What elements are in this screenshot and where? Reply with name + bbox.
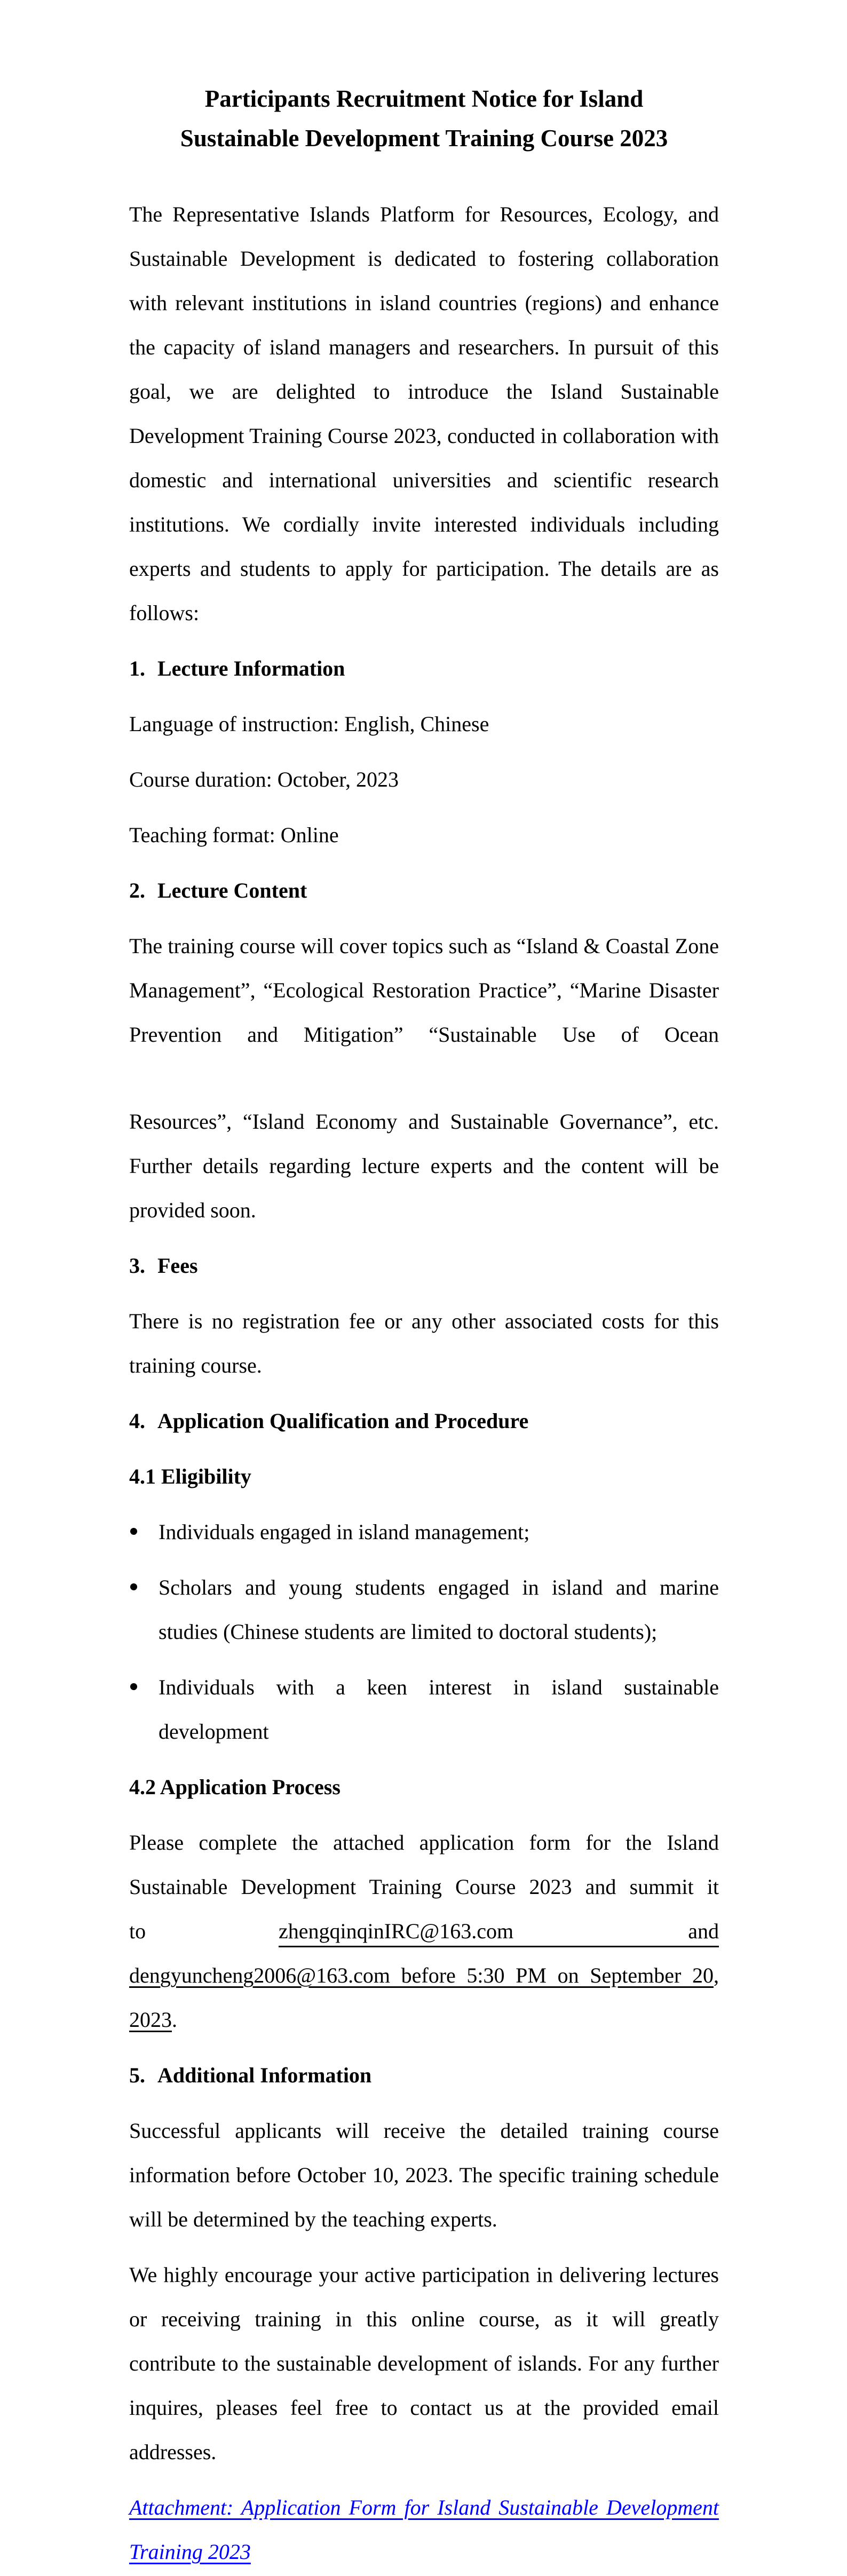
additional-info-paragraph-1: Successful applicants will receive the detailed training course information before October 10, 2023. The specific training schedule will be determined by the teaching experts. xyxy=(129,2119,719,2231)
subsection-heading-application-process: 4.2 Application Process xyxy=(129,1775,341,1799)
page-title xyxy=(129,0,719,158)
section-number: 5. xyxy=(129,2063,145,2087)
lecture-content-paragraph-part2: Resources”, “Island Economy and Sustainable Governance”, etc. Further details regarding lecture experts and the content will be provided soon. xyxy=(129,1109,719,1222)
bullet-icon xyxy=(130,1683,137,1690)
attachment-paragraph xyxy=(129,2485,719,2574)
bullet-icon xyxy=(130,1583,137,1590)
subsection-heading-eligibility: 4.1 Eligibility xyxy=(129,1464,251,1488)
notice-document xyxy=(129,0,719,2574)
lecture-content-paragraph-part1: The training course will cover topics such as “Island & Coastal Zone Management”, “Ecological Restoration Practice”, “Marine Disaster Prevention and Mitigation” “Sustainable Use of Ocean xyxy=(129,934,719,1047)
deadline-text: before 5:30 PM on September 20 xyxy=(390,1963,714,1987)
title-line: Participants Recruitment Notice for Island xyxy=(204,85,644,112)
application-process-paragraph: Please complete the attached application form for the Island Sustainable Development Training Course 2023 and summit it xyxy=(129,1830,719,1899)
blank-line xyxy=(129,1057,719,1099)
section-heading-lecture-content xyxy=(129,868,719,913)
intro-paragraph: The Representative Islands Platform for Resources, Ecology, and Sustainable Development is dedicated to fostering collaboration with relevant institutions in island countries (regions) and enhance the capacity of island managers and researchers. In pursuit of this goal, we are delighted to introduce the Island Sustainable Development Training Course 2023, conducted in collaboration with domestic and international universities and scientific research institutions. We cordially invite interested individuals including experts and students to apply for participation. The details are as follows: xyxy=(129,202,719,625)
section-number: 2. xyxy=(129,878,145,902)
list-item-text: Individuals engaged in island management; xyxy=(159,1520,530,1544)
list-item-text: Scholars and young students engaged in island and marine studies (Chinese students are limited to doctoral students); xyxy=(159,1575,719,1644)
section-title: Lecture Information xyxy=(157,656,345,680)
list-item xyxy=(129,1565,719,1654)
list-item xyxy=(129,1665,719,1754)
deadline-year: 2023 xyxy=(129,2008,172,2032)
email-underline-run xyxy=(279,1909,719,1947)
email-link-zhengqinqin[interactable]: zhengqinqinIRC@163.com xyxy=(279,1919,514,1943)
eligibility-list xyxy=(129,1510,719,1754)
email-link-dengyuncheng[interactable]: dengyuncheng2006@163.com xyxy=(129,1963,390,1987)
additional-info-paragraph-2: We highly encourage your active participation in delivering lectures or receiving training in this online course, as it will greatly contribute to the sustainable development of islands. For any further inquires, pleases feel free to contact us at the provided email addresses. xyxy=(129,2263,719,2464)
section-title: Fees xyxy=(157,1254,198,1278)
section-heading-fees xyxy=(129,1243,719,1288)
email-line xyxy=(129,1909,719,1953)
title-line: Sustainable Development Training Course 2023 xyxy=(180,125,668,152)
deadline-comma: , xyxy=(714,1963,719,1987)
section-title: Additional Information xyxy=(157,2063,372,2087)
to-label: to xyxy=(129,1919,146,1943)
section-number: 3. xyxy=(129,1254,145,1278)
section-heading-application xyxy=(129,1399,719,1443)
fees-paragraph: There is no registration fee or any other associated costs for this training course. xyxy=(129,1309,719,1377)
teaching-format: Teaching format: Online xyxy=(129,823,339,847)
section-title: Lecture Content xyxy=(157,878,307,902)
section-heading-lecture-information xyxy=(129,646,719,691)
attachment-link[interactable]: Attachment: Application Form for Island Sustainable Development Training 2023 xyxy=(129,2495,719,2564)
section-heading-additional-information xyxy=(129,2053,719,2097)
deadline-year-line xyxy=(129,1998,719,2042)
course-duration: Course duration: October, 2023 xyxy=(129,767,399,791)
deadline-line xyxy=(129,1953,719,1998)
language-of-instruction: Language of instruction: English, Chinese xyxy=(129,712,489,736)
section-title: Application Qualification and Procedure xyxy=(157,1409,529,1433)
and-label: and xyxy=(688,1919,719,1943)
deadline-period: . xyxy=(172,2008,177,2032)
section-number: 1. xyxy=(129,656,145,680)
section-number: 4. xyxy=(129,1409,145,1433)
list-item xyxy=(129,1510,719,1554)
list-item-text: Individuals with a keen interest in island sustainable development xyxy=(159,1675,719,1743)
bullet-icon xyxy=(130,1528,137,1535)
